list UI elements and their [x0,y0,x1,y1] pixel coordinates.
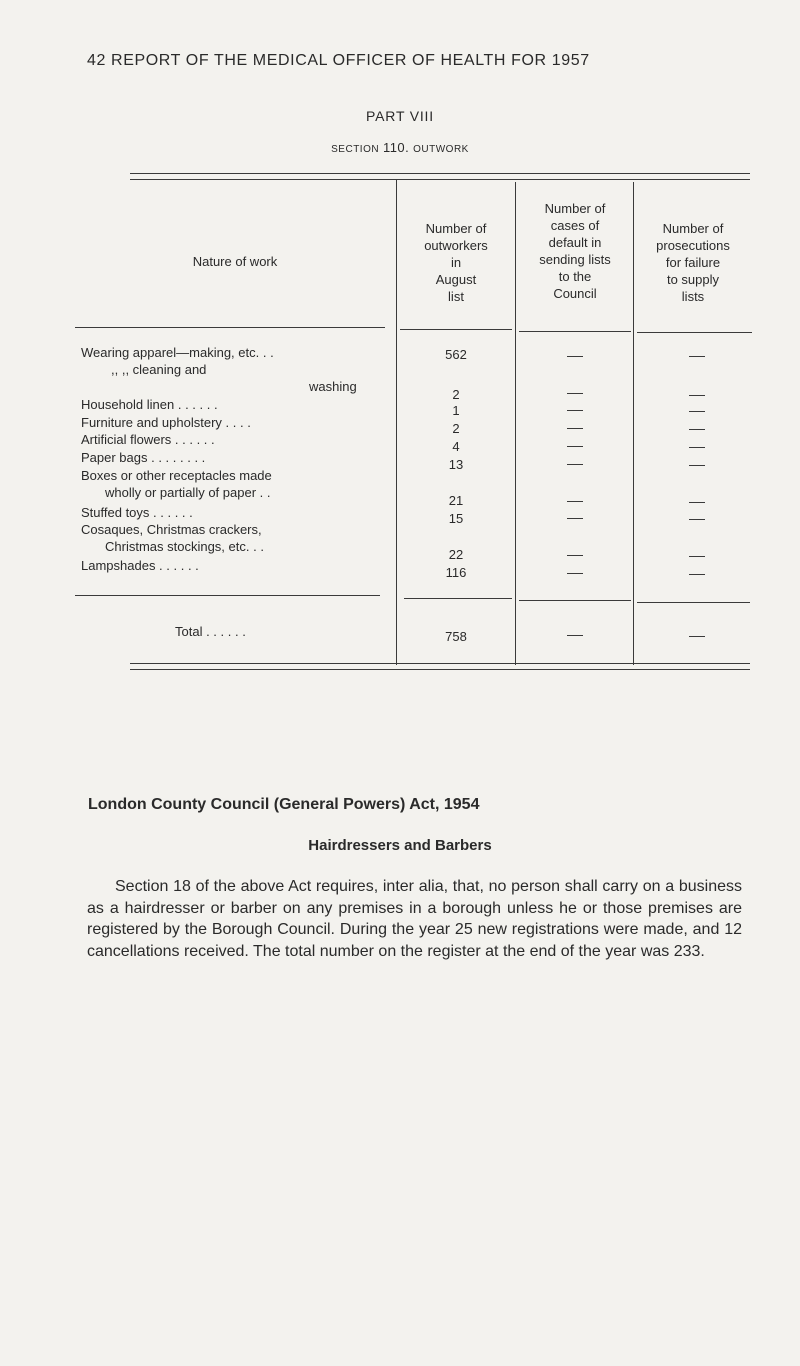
table-row-label-cont: Christmas stockings, etc. . . [105,539,264,554]
table-row-label: Household linen . . . . . . [81,397,218,412]
table-cell-prosecutions-dash [689,447,705,448]
table-row-label: Cosaques, Christmas crackers, [81,522,262,537]
table-cell-default-dash [567,518,583,519]
table-cell-prosecutions-dash [689,356,705,357]
table-cell-prosecutions-dash [689,556,705,557]
table-cell-default-dash [567,464,583,465]
table-row-label: Lampshades . . . . . . [81,558,199,573]
sub-heading: Hairdressers and Barbers [308,837,492,854]
act-heading: London County Council (General Powers) Act, 1954 [88,796,480,813]
body-paragraph: Section 18 of the above Act requires, inter alia, that, no person shall carry on a business as a hairdresser or barber on any premises in a borough unless he or those premises are registered by the Borough Council. During the year 25 new registrations were made, and 12 cancellations received. The total number on the register at the end of the year was 233. [87,878,742,960]
header-default: Number of cases of default in sending lists to the Council [539,201,611,301]
total-rule-3 [519,600,631,601]
top-rule [130,173,750,174]
table-cell-outworkers: 2 [452,421,460,436]
table-cell-default-dash [567,573,583,574]
header-rule-3 [519,331,631,332]
section-title [0,140,800,155]
table-cell-outworkers: 116 [445,565,467,580]
table-row-label: Stuffed toys . . . . . . [81,505,193,520]
total-rule [75,595,380,596]
section-name: OUTWORK [413,144,469,155]
table-cell-outworkers: 13 [448,457,464,472]
table-cell-prosecutions-dash [689,395,705,396]
table-cell-default-dash [567,356,583,357]
bottom-rule-outer [130,669,750,670]
total-rule-4 [637,602,750,603]
table-row-label-cont: washing [309,379,357,394]
table-row-label: Boxes or other receptacles made [81,468,272,483]
table-row-label: Furniture and upholstery . . . . [81,415,251,430]
section-prefix: SECTION [331,144,380,155]
table-row-label: Artificial flowers . . . . . . [81,432,215,447]
table-cell-outworkers: 4 [452,439,460,454]
header-rule-4 [637,332,752,333]
table-row-label-cont: wholly or partially of paper . . [105,485,271,500]
table-cell-outworkers: 22 [448,547,464,562]
top-rule-inner [130,179,750,180]
table-cell-default-dash [567,410,583,411]
outwork-table [75,170,752,675]
table-cell-default-dash [567,393,583,394]
total-label: Total . . . . . . [175,624,246,639]
table-row-label: Paper bags . . . . . . . . [81,450,206,465]
table-cell-default-dash [567,501,583,502]
total-prosecutions-dash [689,636,705,637]
total-default-dash [567,635,583,636]
table-row-label: ,, ,, cleaning and [111,362,207,377]
table-cell-prosecutions-dash [689,519,705,520]
page-header: 42 REPORT OF THE MEDICAL OFFICER OF HEALTH FOR 1957 [87,52,590,69]
table-cell-prosecutions-dash [689,465,705,466]
table-cell-outworkers: 21 [448,493,464,508]
table-row-label: Wearing apparel—making, etc. . . [81,345,274,360]
table-cell-outworkers: 562 [445,347,467,362]
part-title: PART VIII [366,108,434,124]
table-cell-prosecutions-dash [689,502,705,503]
bottom-rule [130,663,750,664]
header-outworkers: Number of outworkers in August list [424,221,488,304]
table-cell-default-dash [567,446,583,447]
total-rule-2 [404,598,512,599]
header-rule-2 [400,329,512,330]
section-number: 110. [382,140,410,155]
table-cell-prosecutions-dash [689,411,705,412]
header-nature-of-work: Nature of work [192,254,278,269]
table-cell-default-dash [567,428,583,429]
table-cell-outworkers: 1 [452,403,460,418]
table-cell-default-dash [567,555,583,556]
table-cell-outworkers: 15 [448,511,464,526]
table-cell-outworkers: 2 [452,387,460,402]
table-cell-prosecutions-dash [689,574,705,575]
total-outworkers: 758 [445,629,467,644]
table-cell-prosecutions-dash [689,429,705,430]
header-rule [75,327,385,328]
header-prosecutions: Number of prosecutions for failure to supply lists [656,221,730,304]
